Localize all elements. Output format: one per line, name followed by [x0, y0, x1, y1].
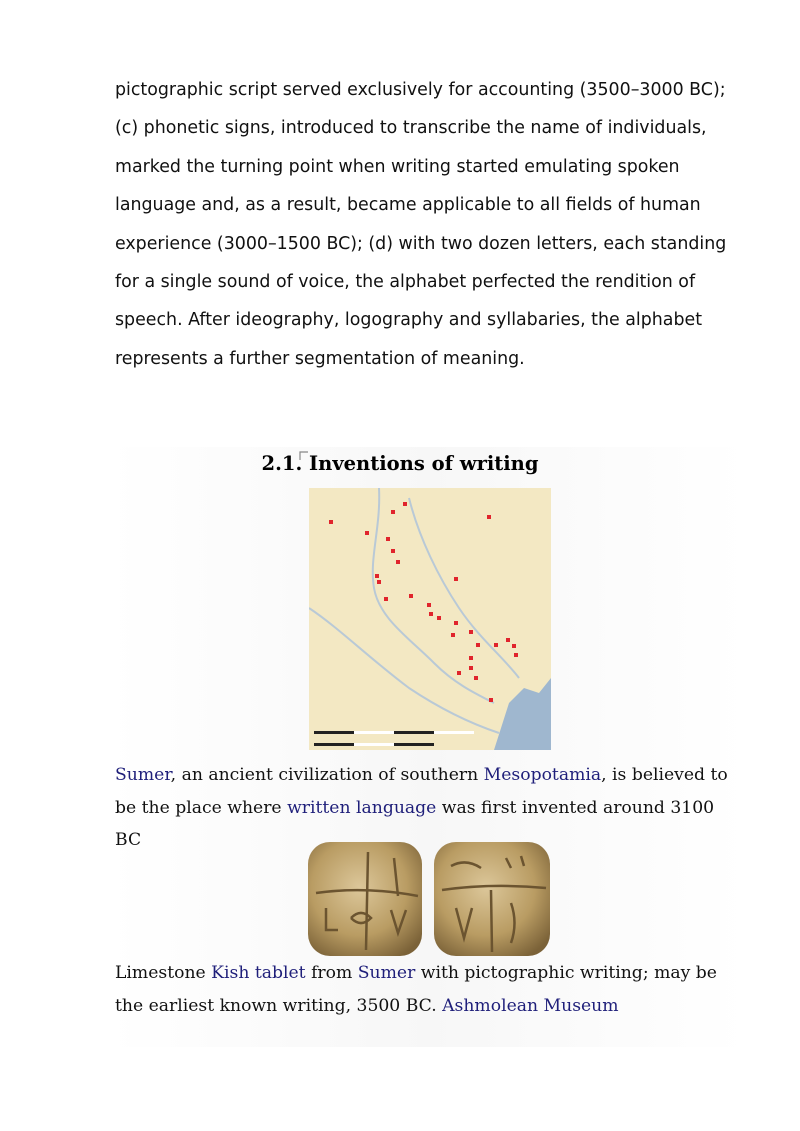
caption-text: with pictographic writing; may be the earliest known writing, 3500 BC. — [115, 963, 717, 1016]
link-sumer[interactable]: Sumer — [115, 765, 171, 785]
caption-text: , is believed to be the place where — [115, 765, 728, 818]
mesopotamia-map[interactable] — [309, 488, 551, 750]
link-written-language[interactable]: written language — [287, 797, 437, 818]
caption-text: from — [305, 963, 358, 983]
section-heading: 2.1. Inventions of writing — [261, 452, 539, 475]
link-kish-tablet[interactable]: Kish tablet — [211, 963, 306, 983]
link-sumer[interactable]: Sumer — [357, 963, 416, 983]
body-paragraph-block — [115, 71, 735, 378]
caption-text: , an ancient civilization of southern — [170, 765, 484, 785]
kish-tablet-image[interactable] — [306, 838, 552, 958]
link-ashmolean-museum[interactable]: Ashmolean Museum — [442, 995, 619, 1016]
link-mesopotamia[interactable]: Mesopotamia — [483, 765, 602, 785]
caption-text: Limestone — [115, 963, 212, 983]
body-paragraph: pictographic script served exclusively for accounting (3500–3000 BC); (c) phonetic signs, introduced to transcribe the name of individuals, marked the turning point when writing started emulating spoken language and, as a result, became applicable to all fields of human experience (3000–1500 BC); (d) with two dozen letters, each standing for a single sound of voice, the alphabet perfected the rendition of speech. After ideography, logography and syllabaries, the alphabet represents a further segmentation of meaning. — [115, 80, 727, 369]
caption-text: was first invented around 3100 BC — [115, 797, 715, 850]
tablet-caption — [115, 957, 745, 1022]
